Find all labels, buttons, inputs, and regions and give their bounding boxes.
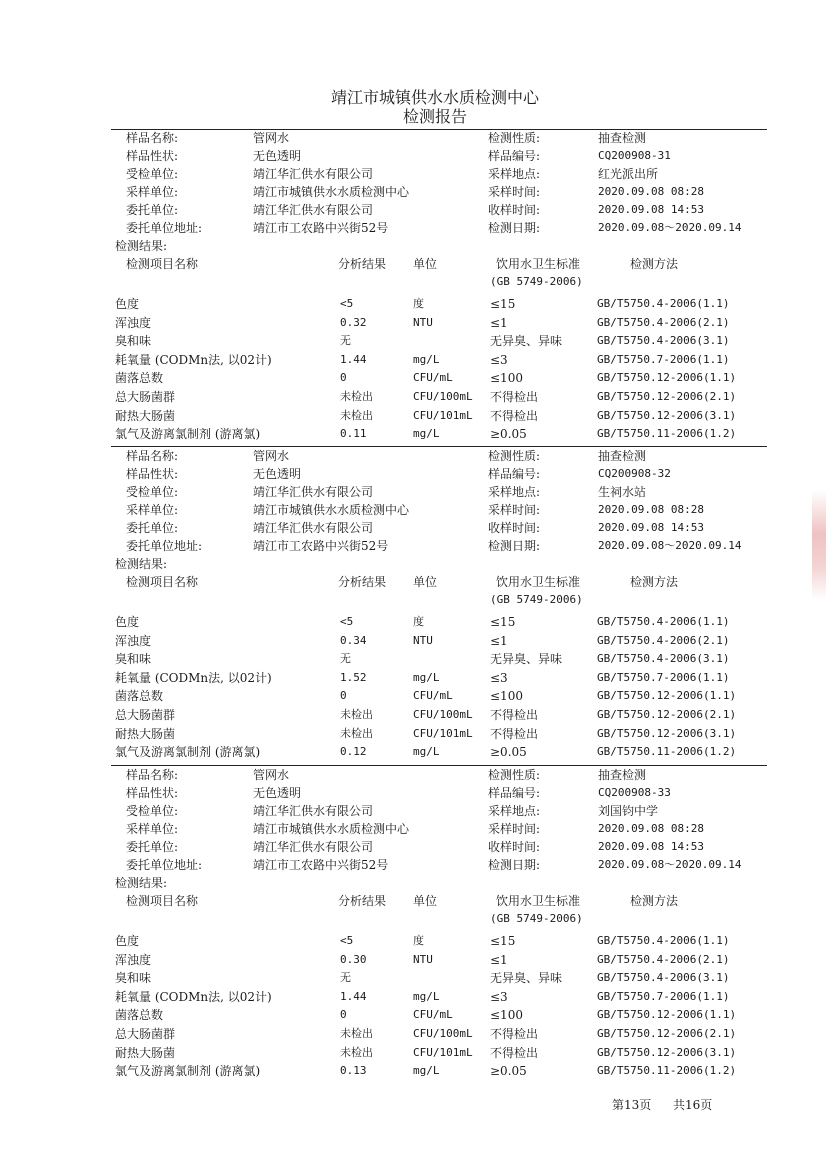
field-label: 样品编号: (488, 149, 541, 163)
col-header-standard-code: (GB 5749-2006) (490, 593, 583, 606)
result-standard: ≥0.05 (490, 427, 527, 442)
result-value: 0.13 (340, 1064, 367, 1078)
field-label: 采样时间: (488, 822, 541, 836)
result-method: GB/T5750.12-2006(2.1) (597, 708, 737, 721)
field-label: 检测日期: (488, 539, 541, 553)
field-sample-id: CQ200908-32 (598, 467, 671, 480)
result-value: 无 (340, 652, 351, 666)
result-standard: ≤100 (490, 371, 523, 386)
result-standard: ≥0.05 (490, 745, 527, 760)
result-unit: CFU/101mL (413, 1045, 473, 1059)
field-label: 采样单位: (126, 503, 179, 517)
field-client-unit: 靖江华汇供水有限公司 (253, 203, 374, 217)
field-client-unit: 靖江华汇供水有限公司 (253, 521, 374, 535)
field-sampling-site: 红光派出所 (598, 167, 659, 181)
result-method: GB/T5750.4-2006(1.1) (597, 934, 730, 947)
col-header-standard-code: (GB 5749-2006) (490, 912, 583, 925)
result-item-name: 耗氧量 (CODMn法, 以02计) (115, 352, 272, 367)
result-standard: ≤100 (490, 689, 523, 704)
result-unit: CFU/100mL (413, 1027, 473, 1040)
result-item-name: 色度 (115, 297, 140, 311)
col-header-item: 检测项目名称 (126, 894, 199, 908)
field-label: 采样时间: (488, 185, 541, 199)
result-method: GB/T5750.12-2006(3.1) (597, 1045, 737, 1059)
col-header-item: 检测项目名称 (126, 257, 199, 271)
result-standard: 不得检出 (490, 1027, 539, 1041)
result-item-name: 总大肠菌群 (115, 390, 176, 404)
result-unit: CFU/100mL (413, 390, 473, 403)
result-value: 0.12 (340, 745, 367, 759)
field-client-address: 靖江市工农路中兴街52号 (253, 539, 389, 553)
field-test-nature: 抽查检测 (598, 768, 647, 782)
result-standard: 无异臭、异味 (490, 334, 563, 349)
field-test-date: 2020.09.08～2020.09.14 (598, 539, 742, 552)
field-state: 无色透明 (253, 467, 302, 481)
result-method: GB/T5750.12-2006(2.1) (597, 390, 737, 403)
field-label: 样品名称: (126, 768, 179, 782)
field-label: 样品名称: (126, 449, 179, 463)
result-standard: 不得检出 (490, 708, 539, 722)
result-item-name: 耐热大肠菌 (115, 408, 176, 423)
result-item-name: 色度 (115, 615, 140, 629)
field-label: 采样单位: (126, 822, 179, 836)
result-value: 未检出 (340, 1045, 373, 1059)
result-unit: CFU/101mL (413, 726, 473, 740)
col-header-standard: 饮用水卫生标准 (496, 257, 581, 271)
field-label: 检测性质: (488, 449, 541, 463)
results-label: 检测结果: (115, 876, 168, 890)
result-unit: CFU/101mL (413, 408, 473, 422)
field-label: 委托单位: (126, 203, 179, 217)
col-header-result: 分析结果 (338, 257, 387, 271)
result-value: 未检出 (340, 726, 373, 740)
result-value: 未检出 (340, 390, 373, 403)
result-method: GB/T5750.7-2006(1.1) (597, 989, 730, 1003)
result-value: 未检出 (340, 1027, 373, 1040)
result-item-name: 菌落总数 (115, 1008, 164, 1023)
result-method: GB/T5750.7-2006(1.1) (597, 670, 730, 684)
field-label: 检测性质: (488, 131, 541, 145)
result-standard: 无异臭、异味 (490, 971, 563, 986)
field-client-address: 靖江市工农路中兴街52号 (253, 221, 389, 235)
field-client-address: 靖江市工农路中兴街52号 (253, 858, 389, 872)
field-inspected-unit: 靖江华汇供水有限公司 (253, 485, 374, 499)
result-standard: ≤100 (490, 1008, 523, 1023)
result-unit: mg/L (413, 1064, 440, 1078)
result-unit: CFU/mL (413, 371, 453, 385)
field-label: 委托单位地址: (126, 858, 203, 872)
result-value: 0.30 (340, 952, 367, 966)
col-header-item: 检测项目名称 (126, 575, 199, 589)
result-method: GB/T5750.4-2006(3.1) (597, 334, 730, 348)
result-standard: ≤3 (490, 352, 508, 367)
field-label: 检测性质: (488, 768, 541, 782)
result-unit: NTU (413, 315, 433, 329)
field-label: 检测日期: (488, 221, 541, 235)
field-label: 委托单位地址: (126, 221, 203, 235)
col-header-standard: 饮用水卫生标准 (496, 575, 581, 589)
result-value: <5 (340, 615, 354, 628)
field-label: 样品性状: (126, 149, 179, 163)
field-name: 管网水 (253, 449, 290, 463)
result-item-name: 耗氧量 (CODMn法, 以02计) (115, 989, 272, 1004)
field-label: 委托单位: (126, 840, 179, 854)
result-item-name: 耐热大肠菌 (115, 1045, 176, 1060)
col-header-result: 分析结果 (338, 575, 387, 589)
result-standard: 不得检出 (490, 390, 539, 404)
result-unit: NTU (413, 633, 433, 647)
field-label: 受检单位: (126, 804, 179, 818)
result-value: 1.52 (340, 670, 367, 684)
field-label: 样品名称: (126, 131, 179, 145)
field-test-nature: 抽查检测 (598, 131, 647, 145)
field-label: 受检单位: (126, 167, 179, 181)
result-item-name: 色度 (115, 934, 140, 948)
result-value: 未检出 (340, 708, 373, 721)
page-number: 第13页 (612, 1098, 652, 1112)
col-header-method: 检测方法 (630, 894, 679, 908)
field-client-unit: 靖江华汇供水有限公司 (253, 840, 374, 854)
col-header-method: 检测方法 (630, 575, 679, 589)
result-standard: ≥0.05 (490, 1064, 527, 1079)
report-title: 检测报告 (402, 107, 467, 126)
section-divider (111, 765, 767, 766)
result-unit: 度 (413, 615, 424, 628)
field-state: 无色透明 (253, 149, 302, 163)
result-standard: 无异臭、异味 (490, 652, 563, 667)
result-value: 0 (340, 689, 347, 703)
field-label: 采样时间: (488, 503, 541, 517)
result-method: GB/T5750.11-2006(1.2) (597, 1064, 737, 1078)
result-unit: mg/L (413, 745, 440, 759)
field-label: 采样地点: (488, 485, 541, 499)
result-unit: mg/L (413, 352, 440, 366)
field-sampling-time: 2020.09.08 08:28 (598, 822, 704, 835)
result-item-name: 耐热大肠菌 (115, 726, 176, 741)
result-standard: 不得检出 (490, 726, 539, 741)
field-state: 无色透明 (253, 786, 302, 800)
result-value: 1.44 (340, 352, 367, 366)
field-sampling-time: 2020.09.08 08:28 (598, 185, 704, 198)
result-value: 无 (340, 334, 351, 348)
field-sampling-time: 2020.09.08 08:28 (598, 503, 704, 516)
result-item-name: 臭和味 (115, 334, 152, 349)
result-method: GB/T5750.11-2006(1.2) (597, 427, 737, 441)
result-value: 0 (340, 371, 347, 385)
result-value: 0.34 (340, 633, 367, 647)
result-standard: ≤15 (490, 615, 516, 629)
result-unit: mg/L (413, 427, 440, 441)
field-sampling-unit: 靖江市城镇供水水质检测中心 (253, 185, 410, 199)
result-value: 0.11 (340, 427, 367, 441)
result-standard: ≤1 (490, 633, 508, 648)
result-method: GB/T5750.12-2006(2.1) (597, 1027, 737, 1040)
field-label: 样品编号: (488, 786, 541, 800)
result-item-name: 耗氧量 (CODMn法, 以02计) (115, 670, 272, 685)
result-unit: CFU/mL (413, 1008, 453, 1022)
result-unit: CFU/100mL (413, 708, 473, 721)
field-sampling-site: 刘国钧中学 (598, 804, 659, 818)
field-test-nature: 抽查检测 (598, 449, 647, 463)
result-unit: 度 (413, 934, 424, 947)
field-test-date: 2020.09.08～2020.09.14 (598, 858, 742, 871)
result-item-name: 浑浊度 (115, 952, 152, 967)
result-standard: ≤3 (490, 670, 508, 685)
field-label: 样品性状: (126, 467, 179, 481)
col-header-result: 分析结果 (338, 894, 387, 908)
result-method: GB/T5750.4-2006(1.1) (597, 297, 730, 310)
field-receive-time: 2020.09.08 14:53 (598, 203, 704, 216)
field-name: 管网水 (253, 131, 290, 145)
field-label: 样品性状: (126, 786, 179, 800)
result-item-name: 氯气及游离氯制剂 (游离氯) (115, 745, 261, 760)
result-item-name: 浑浊度 (115, 633, 152, 648)
result-standard: ≤15 (490, 297, 516, 311)
result-item-name: 氯气及游离氯制剂 (游离氯) (115, 1064, 261, 1079)
field-label: 采样地点: (488, 804, 541, 818)
section-divider (111, 446, 767, 447)
result-value: <5 (340, 934, 354, 947)
result-unit: NTU (413, 952, 433, 966)
col-header-unit: 单位 (413, 894, 438, 908)
result-method: GB/T5750.11-2006(1.2) (597, 745, 737, 759)
result-unit: CFU/mL (413, 689, 453, 703)
field-label: 收样时间: (488, 521, 541, 535)
result-item-name: 臭和味 (115, 652, 152, 667)
result-value: 0.32 (340, 315, 367, 329)
result-value: 无 (340, 971, 351, 985)
field-receive-time: 2020.09.08 14:53 (598, 521, 704, 534)
result-item-name: 总大肠菌群 (115, 1027, 176, 1041)
results-label: 检测结果: (115, 557, 168, 571)
field-label: 受检单位: (126, 485, 179, 499)
result-unit: 度 (413, 297, 424, 310)
field-receive-time: 2020.09.08 14:53 (598, 840, 704, 853)
field-inspected-unit: 靖江华汇供水有限公司 (253, 804, 374, 818)
result-method: GB/T5750.4-2006(2.1) (597, 952, 730, 966)
col-header-standard: 饮用水卫生标准 (496, 894, 581, 908)
result-method: GB/T5750.12-2006(3.1) (597, 408, 737, 422)
result-item-name: 浑浊度 (115, 315, 152, 330)
result-standard: ≤15 (490, 934, 516, 948)
result-method: GB/T5750.12-2006(3.1) (597, 726, 737, 740)
result-standard: ≤3 (490, 989, 508, 1004)
result-value: 未检出 (340, 408, 373, 422)
result-standard: 不得检出 (490, 1045, 539, 1060)
result-item-name: 总大肠菌群 (115, 708, 176, 722)
field-label: 委托单位: (126, 521, 179, 535)
result-method: GB/T5750.4-2006(2.1) (597, 315, 730, 329)
seal-stamp-edge (812, 490, 826, 600)
result-method: GB/T5750.4-2006(1.1) (597, 615, 730, 628)
result-method: GB/T5750.12-2006(1.1) (597, 371, 737, 385)
field-label: 委托单位地址: (126, 539, 203, 553)
field-sampling-site: 生祠水站 (598, 485, 647, 499)
result-item-name: 菌落总数 (115, 371, 164, 386)
field-inspected-unit: 靖江华汇供水有限公司 (253, 167, 374, 181)
field-label: 检测日期: (488, 858, 541, 872)
field-label: 采样地点: (488, 167, 541, 181)
field-sampling-unit: 靖江市城镇供水水质检测中心 (253, 822, 410, 836)
header-divider (111, 129, 767, 130)
result-item-name: 臭和味 (115, 971, 152, 986)
result-value: 1.44 (340, 989, 367, 1003)
field-test-date: 2020.09.08～2020.09.14 (598, 221, 742, 234)
page-total: 共16页 (673, 1098, 713, 1112)
result-unit: mg/L (413, 670, 440, 684)
field-name: 管网水 (253, 768, 290, 782)
org-title: 靖江市城镇供水水质检测中心 (330, 88, 539, 107)
result-method: GB/T5750.12-2006(1.1) (597, 1008, 737, 1022)
field-sample-id: CQ200908-33 (598, 786, 671, 799)
col-header-method: 检测方法 (630, 257, 679, 271)
field-label: 收样时间: (488, 203, 541, 217)
result-item-name: 氯气及游离氯制剂 (游离氯) (115, 427, 261, 442)
result-method: GB/T5750.4-2006(3.1) (597, 971, 730, 985)
result-item-name: 菌落总数 (115, 689, 164, 704)
col-header-unit: 单位 (413, 575, 438, 589)
result-value: <5 (340, 297, 354, 310)
result-method: GB/T5750.4-2006(2.1) (597, 633, 730, 647)
field-sampling-unit: 靖江市城镇供水水质检测中心 (253, 503, 410, 517)
result-method: GB/T5750.4-2006(3.1) (597, 652, 730, 666)
result-method: GB/T5750.12-2006(1.1) (597, 689, 737, 703)
col-header-unit: 单位 (413, 257, 438, 271)
field-label: 采样单位: (126, 185, 179, 199)
col-header-standard-code: (GB 5749-2006) (490, 275, 583, 288)
result-value: 0 (340, 1008, 347, 1022)
result-standard: 不得检出 (490, 408, 539, 423)
results-label: 检测结果: (115, 239, 168, 253)
result-unit: mg/L (413, 989, 440, 1003)
result-standard: ≤1 (490, 315, 508, 330)
field-label: 样品编号: (488, 467, 541, 481)
field-sample-id: CQ200908-31 (598, 149, 671, 162)
result-method: GB/T5750.7-2006(1.1) (597, 352, 730, 366)
result-standard: ≤1 (490, 952, 508, 967)
field-label: 收样时间: (488, 840, 541, 854)
